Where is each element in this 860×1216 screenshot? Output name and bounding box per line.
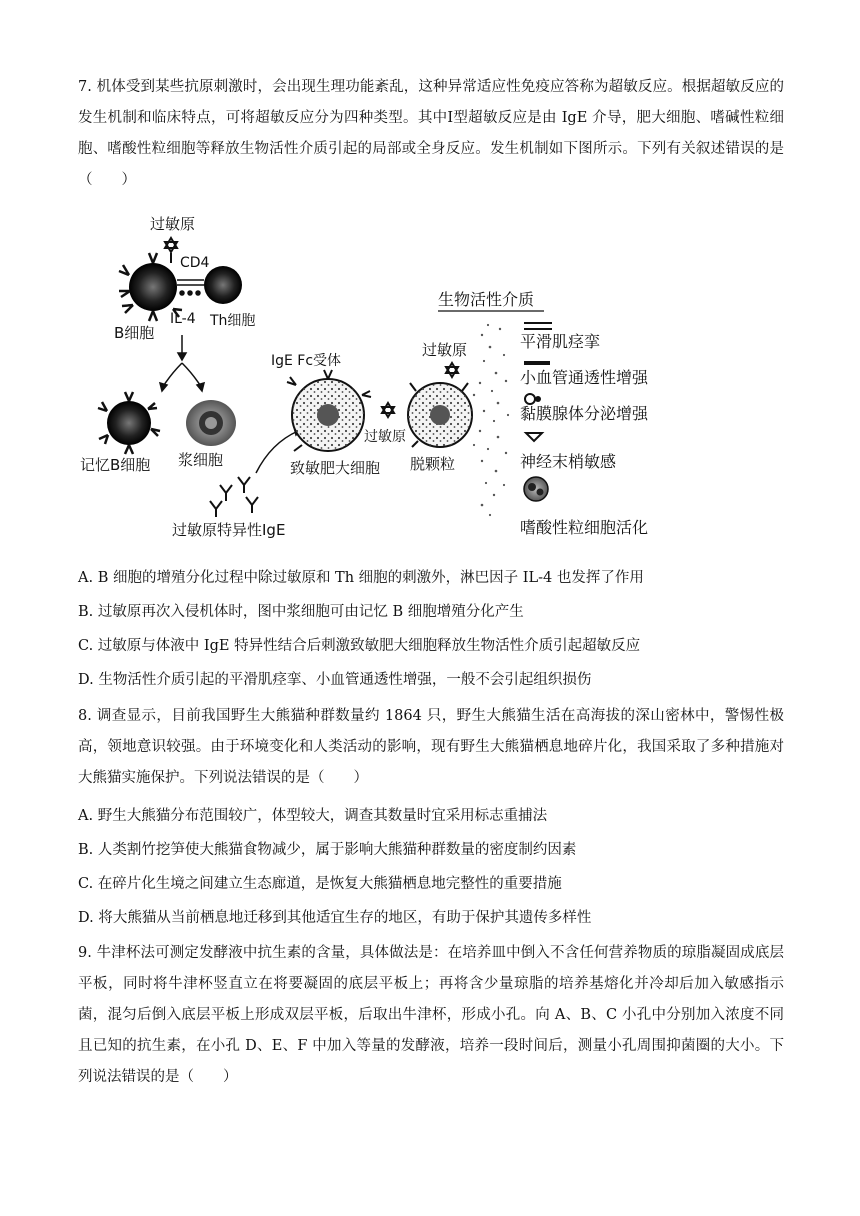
svg-text:嗜酸性粒细胞活化: 嗜酸性粒细胞活化 — [520, 518, 649, 537]
allergen-label-right: 过敏原 — [422, 341, 468, 359]
effect-nerve-sensitivity — [520, 433, 616, 471]
memory-b-cell-icon — [98, 392, 160, 454]
memory-b-cell-label: 记忆B细胞 — [80, 456, 151, 474]
sensitized-mast-cell-label: 致敏肥大细胞 — [290, 459, 381, 477]
question-8-stem: 8. 调查显示，目前我国野生大熊猫种群数量约 1864 只，野生大熊猫生活在高海拔的深山密林中，警惕性极高，领地意识较强。由于环境变化和人类活动的影响，现有野生大熊猫栖息地碎片化，我国采取了多种措施对大熊猫实施保护。下列说法错误的是（ ） — [78, 708, 784, 786]
q7-option-c: C. 过敏原与体液中 IgE 特异性结合后刺激致敏肥大细胞释放生物活性介质引起超敏反应 — [78, 638, 641, 654]
effect-mucous-secretion — [520, 394, 649, 423]
q7-option-b: B. 过敏原再次入侵机体时，图中浆细胞可由记忆 B 细胞增殖分化产生 — [78, 604, 524, 620]
ige-antibody-icons — [210, 477, 258, 517]
released-granules — [473, 324, 509, 516]
svg-text:小血管通透性增强: 小血管通透性增强 — [520, 368, 649, 387]
effect-vascular-permeability — [520, 363, 649, 387]
q8-option-d: D. 将大熊猫从当前栖息地迁移到其他适宜生存的地区，有助于保护其遗传多样性 — [78, 910, 592, 926]
question-7-stem: 7. 机体受到某些抗原刺激时，会出现生理功能紊乱，这种异常适应性免疫应答称为超敏反应。根据超敏反应的发生机制和临床特点，可将超敏反应分为四种类型。其中Ⅰ型超敏反应是由 IgE 介导，肥大细胞、嗜碱性粒细胞、嗜酸性粒细胞等释放生物活性介质引起的局部或全身反应。发生机制如下图所示。下列有关叙述错误的是（ ） — [78, 79, 784, 188]
svg-text:黏膜腺体分泌增强: 黏膜腺体分泌增强 — [520, 404, 649, 423]
question-9-stem: 9. 牛津杯法可测定发酵液中抗生素的含量，具体做法是：在培养皿中倒入不含任何营养物质的琼脂凝固成底层平板，同时将牛津杯竖直立在将要凝固的底层平板上；再将含少量琼脂的培养基熔化并冷却后加入敏感指示菌，混匀后倒入底层平板上形成双层平板，后取出牛津杯，形成小孔。向 A、B、C 小孔中分别加入浓度不同且已知的抗生素，在小孔 D、E、F 中加入等量的发酵液，培养一段时间后，测量小孔周围抑菌圈的大小。下列说法错误的是（ ） — [78, 945, 784, 1085]
th-cell-label: Th细胞 — [210, 313, 256, 329]
sensitized-mast-cell-icon — [287, 370, 371, 451]
il4-label: IL-4 — [170, 311, 196, 327]
cd4-label: CD4 — [180, 255, 210, 271]
allergen-icon-right — [446, 363, 458, 377]
q8-option-a: A. 野生大熊猫分布范围较广，体型较大，调查其数量时宜采用标志重捕法 — [78, 808, 548, 824]
q7-option-a: A. B 细胞的增殖分化过程中除过敏原和 Th 细胞的刺激外，淋巴因子 IL-4 也发挥了作用 — [78, 570, 644, 586]
q8-option-c: C. 在碎片化生境之间建立生态廊道，是恢复大熊猫栖息地完整性的重要措施 — [78, 876, 562, 892]
allergen-label-top: 过敏原 — [150, 215, 196, 233]
svg-text:平滑肌痉挛: 平滑肌痉挛 — [520, 332, 601, 351]
degranulating-mast-cell-icon — [408, 383, 472, 447]
ige-fc-receptor-label: IgE Fc受体 — [271, 353, 342, 369]
allergen-label-middle: 过敏原 — [364, 429, 406, 445]
effect-eosinophil-activation — [520, 477, 648, 537]
allergen-icon-middle — [382, 403, 394, 417]
specific-ige-label: 过敏原特异性IgE — [172, 521, 286, 539]
bioactive-mediators-title: 生物活性介质 — [438, 290, 535, 309]
q7-option-d: D. 生物活性介质引起的平滑肌痉挛、小血管通透性增强，一般不会引起组织损伤 — [78, 672, 592, 688]
allergen-icon — [165, 238, 177, 263]
b-cell-label: B细胞 — [114, 324, 155, 342]
q8-option-b: B. 人类割竹挖笋使大熊猫食物减少，属于影响大熊猫种群数量的密度制约因素 — [78, 842, 577, 858]
th-cell-icon — [204, 266, 242, 304]
plasma-cell-icon — [186, 400, 236, 446]
type-i-hypersensitivity-diagram — [78, 205, 678, 550]
effect-smooth-muscle — [520, 323, 600, 351]
degranulation-label: 脱颗粒 — [410, 455, 456, 473]
differentiation-arrows — [160, 335, 204, 391]
plasma-cell-label: 浆细胞 — [178, 451, 224, 469]
cd4-link — [177, 280, 204, 295]
svg-text:神经末梢敏感: 神经末梢敏感 — [520, 452, 617, 471]
